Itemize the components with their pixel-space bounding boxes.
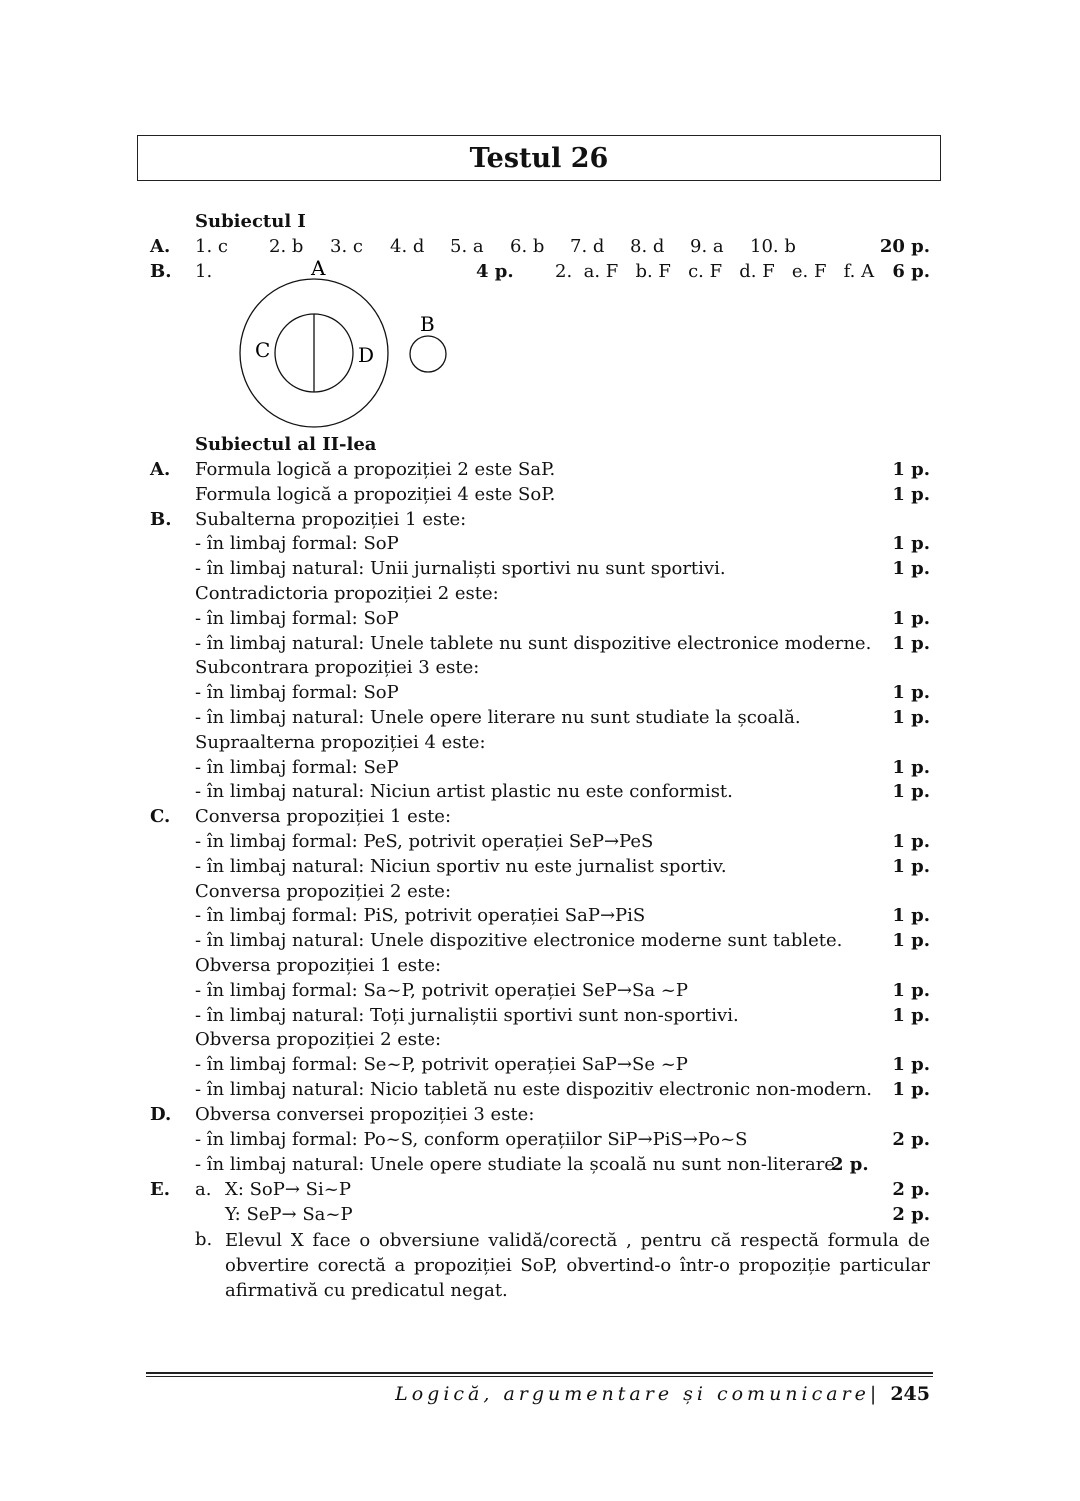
line-text: - în limbaj natural: Nicio tabletă nu este dispozitiv electronic non-modern. [195,1079,873,1100]
points: 2 p. [892,1179,930,1200]
line-text: - în limbaj formal: PiS, potrivit operației SaP→PiS [195,905,646,927]
line-text: - în limbaj formal: SoP [195,607,399,629]
line-text: - în limbaj natural: Unele opere studiate la școală nu sunt non-literare. [195,1154,841,1175]
line-text: Subcontrara propoziției 3 este: [195,657,480,679]
sub-label: a. [195,1179,212,1200]
answer-line [150,582,930,606]
line-text: - în limbaj formal: Se~P, potrivit operației SaP→Se ~P [195,1054,688,1076]
answer-line [150,1028,930,1052]
line-text: Y: SeP→ Sa~P [225,1204,353,1225]
points: 1 p. [892,459,930,480]
label-c: C [255,338,271,362]
true-false-answers: 2. a. F b. F c. F d. F e. F f. A [555,261,875,282]
line-text: Obversa conversei propoziției 3 este: [195,1103,535,1125]
answer-line [150,607,930,631]
answer-line [150,483,930,507]
footer-book-title: Logică, argumentare și comunicare| [395,1383,881,1405]
footer-rule [146,1376,933,1377]
venn-diagram [232,255,462,435]
answer-item: 10. b [750,236,796,257]
answer-item: 3. c [330,236,363,257]
explanation-paragraph: Elevul X face o obversiune validă/corectă , pentru că respectă formula de obvertire corectă a propoziției SoP, obvertind-o într-o propoziție particular afirmativă cu predicatul negat. [225,1230,930,1301]
section-mark: A. [150,236,171,257]
answer-line [150,1053,930,1077]
answer-line [150,532,930,556]
answer-line [150,780,930,804]
points: 2 p. [892,1204,930,1225]
points: 2 p. [831,1154,869,1175]
points: 1 p. [892,831,930,852]
label-d: D [358,343,375,367]
label-b: B [420,312,435,336]
points: 1 p. [892,1079,930,1100]
line-text: - în limbaj formal: SoP [195,682,399,704]
points: 1 p. [892,533,930,555]
answer-line [150,756,930,780]
answer-item: 8. d [630,236,665,257]
answer-line [150,954,930,978]
subject-1-heading-line [150,210,930,234]
answer-item: 5. a [450,236,484,257]
points: 1 p. [892,1054,930,1076]
line-text: Formula logică a propoziției 4 este SoP. [195,483,556,505]
points: 2 p. [892,1128,930,1150]
footer-rule [146,1372,933,1374]
sub-label: b. [195,1229,213,1250]
points: 1 p. [892,707,930,728]
points: 6 p. [892,261,930,282]
answer-line [150,1103,930,1127]
line-text: - în limbaj natural: Unele opere literare nu sunt studiate la școală. [195,707,801,728]
label-a: A [311,256,326,280]
line-text: - în limbaj formal: PeS, potrivit operației SeP→PeS [195,831,654,852]
points: 1 p. [892,558,930,580]
line-text: - în limbaj formal: SeP [195,756,399,778]
answer-line [150,681,930,705]
points: 1 p. [892,1004,930,1026]
line-text: - în limbaj natural: Unele dispozitive electronice moderne sunt tablete. [195,930,843,952]
points: 1 p. [892,607,930,629]
section-mark: E. [150,1179,170,1200]
section-mark: B. [150,261,172,282]
answer-line [150,458,930,482]
line-text: Formula logică a propoziției 2 este SaP. [195,459,556,480]
points: 1 p. [892,905,930,927]
answer-line [150,1203,930,1227]
line-text: Subalterna propoziției 1 este: [195,508,467,530]
subject-1-heading: Subiectul I [195,211,306,232]
answer-item: 7. d [570,236,605,257]
page-title: Testul 26 [137,135,941,181]
answer-line [150,1004,930,1028]
answer-line [150,929,930,953]
answer-item: 4. d [390,236,425,257]
subject-2-heading: Subiectul al II-lea [195,434,377,455]
points: 1 p. [892,781,930,803]
page-number: 245 [890,1383,930,1405]
points: 20 p. [879,236,930,257]
circle-b [410,336,446,372]
line-text: - în limbaj natural: Niciun artist plastic nu este conformist. [195,781,733,803]
answer-line [150,830,930,854]
answer-line [150,880,930,904]
answer-item: 2. b [269,236,304,257]
points: 1 p. [892,756,930,778]
answer-line [150,656,930,680]
answer-line [150,979,930,1003]
line-text: - în limbaj natural: Niciun sportiv nu este jurnalist sportiv. [195,855,727,877]
line-text: - în limbaj natural: Toți jurnaliștii sportivi sunt non-sportivi. [195,1004,739,1026]
points: 1 p. [892,632,930,654]
line-text: Supraalterna propoziției 4 este: [195,731,486,753]
line-text: - în limbaj formal: Po~S, conform operațiilor SiP→PiS→Po~S [195,1128,748,1150]
line-text: Conversa propoziției 1 este: [195,806,452,828]
points: 1 p. [892,682,930,704]
line-text: Obversa propoziției 2 este: [195,1029,442,1051]
answer-line [150,904,930,928]
answer-line [150,731,930,755]
answer-line [150,1178,930,1202]
answer-line [150,805,930,829]
answer-item: 9. a [690,236,724,257]
answer-line [150,1128,930,1152]
section-mark: A. [150,459,171,480]
answer-line [150,1078,930,1102]
line-text: - în limbaj natural: Unele tablete nu sunt dispozitive electronice moderne. [195,632,872,654]
answer-line [150,706,930,730]
points: 1 p. [892,483,930,505]
line-text: X: SoP→ Si~P [225,1179,351,1200]
line-text: Conversa propoziției 2 este: [195,880,452,902]
answer-line [150,855,930,879]
points: 1 p. [892,930,930,952]
points: 4 p. [476,261,514,282]
answer-line [150,557,930,581]
line-text: - în limbaj natural: Unii jurnaliști sportivi nu sunt sportivi. [195,558,726,580]
subject-2-heading-line [150,433,930,457]
line-text: Obversa propoziției 1 este: [195,955,442,976]
answer-line [150,508,930,532]
answer-line [150,632,930,656]
answer-item: 6. b [510,236,545,257]
answer-item: 1. c [195,236,228,257]
footer [146,1380,930,1408]
line-text: Contradictoria propoziției 2 este: [195,583,499,604]
points: 1 p. [892,855,930,877]
answer-line [150,1153,930,1177]
section-mark: B. [150,508,172,530]
item-number: 1. [195,261,213,282]
line-text: - în limbaj formal: SoP [195,533,399,555]
section-mark: C. [150,806,171,828]
line-text: - în limbaj formal: Sa~P, potrivit operației SeP→Sa ~P [195,979,688,1001]
points: 1 p. [892,979,930,1001]
section-mark: D. [150,1103,172,1125]
